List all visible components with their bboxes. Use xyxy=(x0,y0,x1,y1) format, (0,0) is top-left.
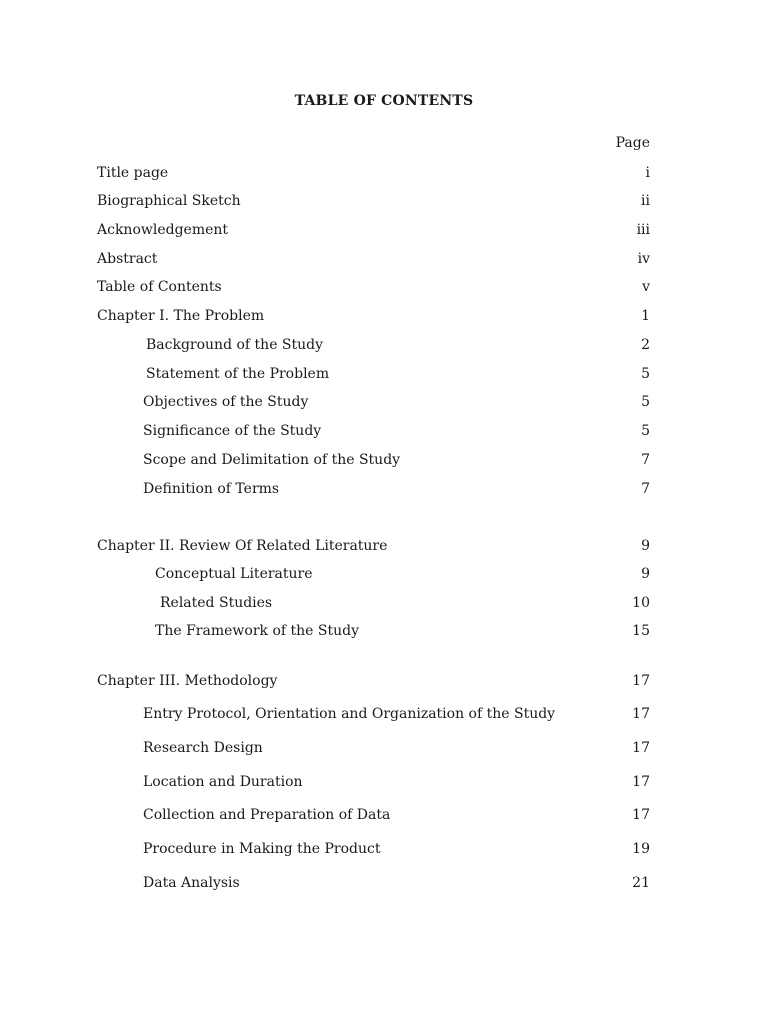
entry-page-number: 9 xyxy=(641,566,650,582)
toc-entry-statement-of-problem xyxy=(0,364,768,384)
entry-label: Research Design xyxy=(143,740,263,756)
entry-label: Scope and Delimitation of the Study xyxy=(143,452,401,468)
entry-page-number: v xyxy=(642,279,650,295)
entry-label: Collection and Preparation of Data xyxy=(143,807,391,823)
toc-entry-conceptual-literature xyxy=(0,564,768,584)
entry-label: Chapter III. Methodology xyxy=(97,673,278,689)
toc-entry-chapter-3 xyxy=(0,671,768,691)
entry-label: Entry Protocol, Orientation and Organization of the Study xyxy=(143,706,556,722)
entry-label: Acknowledgement xyxy=(97,222,229,238)
entry-label: Title page xyxy=(97,165,169,181)
entry-label: Objectives of the Study xyxy=(143,394,309,410)
entry-label: The Framework of the Study xyxy=(155,623,359,639)
entry-page-number: 19 xyxy=(632,841,650,857)
entry-page-number: 17 xyxy=(632,673,650,689)
toc-entry-data-analysis xyxy=(0,873,768,893)
entry-page-number: 17 xyxy=(632,706,650,722)
entry-page-number: 17 xyxy=(632,807,650,823)
entry-page-number: 10 xyxy=(632,595,650,611)
entry-label: Definition of Terms xyxy=(143,481,280,497)
toc-entry-acknowledgement xyxy=(0,220,768,240)
toc-entry-title-page xyxy=(0,163,768,183)
entry-page-number: 5 xyxy=(641,394,650,410)
toc-entry-table-of-contents xyxy=(0,277,768,297)
entry-label: Location and Duration xyxy=(143,774,303,790)
entry-label: Statement of the Problem xyxy=(146,366,330,382)
entry-page-number: 17 xyxy=(632,774,650,790)
toc-entry-objectives xyxy=(0,392,768,412)
page-column-header: Page xyxy=(615,135,650,151)
entry-label: Procedure in Making the Product xyxy=(143,841,381,857)
entry-page-number: 15 xyxy=(632,623,650,639)
toc-entry-chapter-2 xyxy=(0,536,768,556)
toc-entry-chapter-1 xyxy=(0,306,768,326)
toc-entry-related-studies xyxy=(0,593,768,613)
entry-label: Background of the Study xyxy=(146,337,324,353)
entry-label: Significance of the Study xyxy=(143,423,322,439)
toc-entry-framework xyxy=(0,621,768,641)
entry-label: Chapter I. The Problem xyxy=(97,308,265,324)
entry-label: Abstract xyxy=(97,251,158,267)
entry-page-number: 21 xyxy=(632,875,650,891)
entry-page-number: 9 xyxy=(641,538,650,554)
toc-entry-collection-preparation xyxy=(0,805,768,825)
entry-page-number: 2 xyxy=(641,337,650,353)
entry-page-number: iv xyxy=(637,251,650,267)
toc-entry-biographical-sketch xyxy=(0,191,768,211)
toc-entry-entry-protocol xyxy=(0,704,768,724)
toc-entry-scope xyxy=(0,450,768,470)
entry-label: Table of Contents xyxy=(97,279,222,295)
toc-entry-significance xyxy=(0,421,768,441)
toc-entry-definition-of-terms xyxy=(0,479,768,499)
entry-label: Related Studies xyxy=(160,595,273,611)
entry-label: Chapter II. Review Of Related Literature xyxy=(97,538,388,554)
entry-page-number: 1 xyxy=(641,308,650,324)
entry-page-number: ii xyxy=(641,193,650,209)
toc-entry-location-duration xyxy=(0,772,768,792)
entry-page-number: 17 xyxy=(632,740,650,756)
entry-page-number: i xyxy=(645,165,650,181)
entry-page-number: 7 xyxy=(641,452,650,468)
toc-entry-procedure xyxy=(0,839,768,859)
entry-page-number: 5 xyxy=(641,366,650,382)
toc-entry-abstract xyxy=(0,249,768,269)
entry-label: Data Analysis xyxy=(143,875,240,891)
toc-entry-background xyxy=(0,335,768,355)
toc-title: TABLE OF CONTENTS xyxy=(294,93,474,109)
toc-entry-research-design xyxy=(0,738,768,758)
entry-page-number: iii xyxy=(636,222,650,238)
entry-page-number: 7 xyxy=(641,481,650,497)
entry-label: Conceptual Literature xyxy=(155,566,313,582)
entry-page-number: 5 xyxy=(641,423,650,439)
entry-label: Biographical Sketch xyxy=(97,193,241,209)
